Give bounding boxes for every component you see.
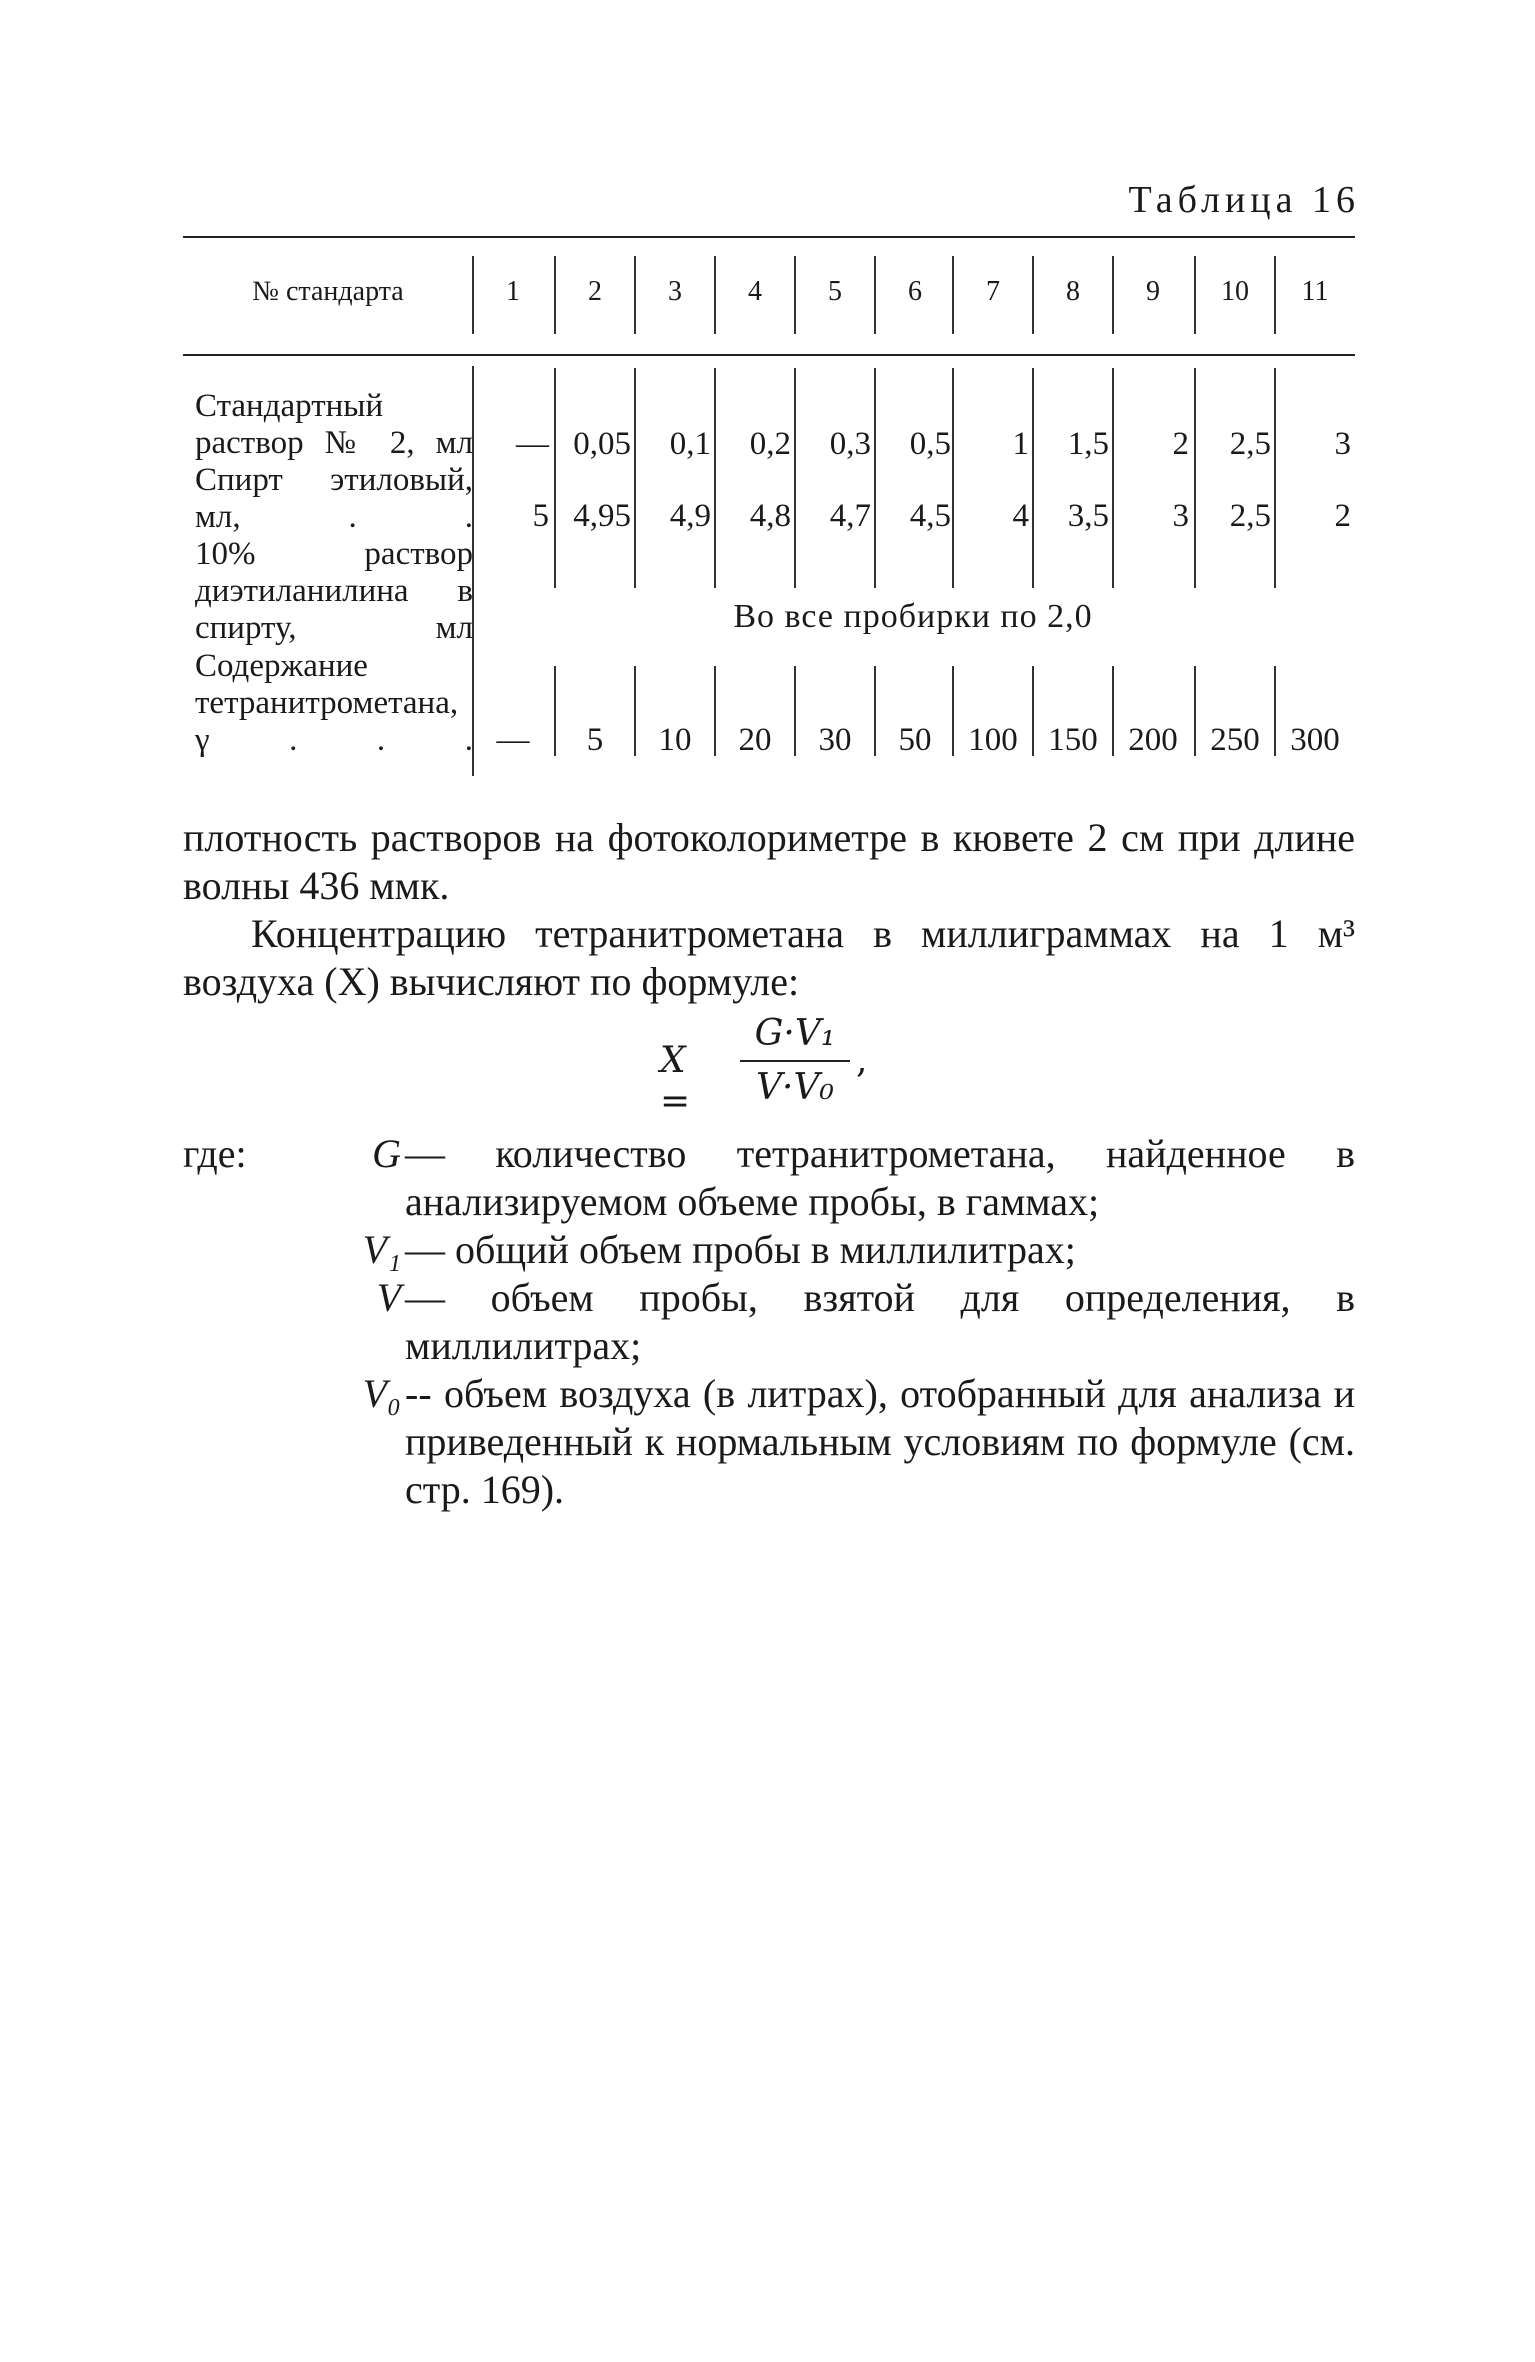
header-column: 2 [588,276,602,307]
header-column: 3 [668,276,682,307]
value-column-divider [952,368,954,588]
legend-item-v [183,1274,1355,1374]
value-column-divider [714,368,716,588]
table-cell: 2,5 [1229,498,1271,534]
header-column: 7 [986,276,1000,307]
header-column: 6 [908,276,922,307]
table-cell: 0,3 [829,426,871,462]
paragraph-concentration: Концентрацию тетранитрометана в миллиграммах на 1 м³ воздуха (X) вычисляют по формуле: [183,911,1355,1004]
header-column: 4 [748,276,762,307]
table-cell: 1,5 [1067,426,1109,462]
legend-symbol: V₁ [362,1227,401,1272]
legend-symbol: V [376,1275,401,1320]
table-cell: 0,05 [573,426,631,462]
header-column-divider [634,256,636,334]
row-label-diethylaniline: 10% раствор диэтиланилина в спирту, мл [195,536,473,646]
header-column: 5 [828,276,842,307]
legend-item-v1 [183,1226,1355,1274]
table-cell: — [496,722,530,758]
value-column-divider [1194,368,1196,588]
legend-definition: — объем пробы, взятой для определения, в миллилитрах; [405,1275,1355,1368]
table-cell: 0,2 [749,426,791,462]
legend-symbol: G [372,1131,401,1176]
header-column-divider [1112,256,1114,334]
table-cell: 20 [738,722,772,758]
header-column-divider [1032,256,1034,334]
table-cell: 2,5 [1229,426,1271,462]
formula-trail: , [856,1040,868,1081]
legend-item-v0 [183,1370,1355,1514]
header-column-divider [1274,256,1276,334]
row-label-standard-solution: Стандартный раствор № 2, мл [195,388,473,461]
formula-fraction [740,1010,850,1112]
value-column-divider [634,368,636,588]
table-cell: 30 [818,722,852,758]
value-column-divider [1032,368,1034,588]
formula-numerator: G·V₁ [754,1013,836,1054]
value-column-divider [874,368,876,588]
table-cell: 10 [658,722,692,758]
table-cell: 4,95 [573,498,631,534]
header-column-divider [714,256,716,334]
formula-denominator: V·V₀ [756,1067,834,1108]
header-column-divider [874,256,876,334]
table-cell: 5 [532,498,549,534]
table-cell: 250 [1210,722,1260,758]
header-column: 11 [1301,276,1329,307]
table-cell: 100 [968,722,1018,758]
table-cell: 50 [898,722,932,758]
legend-definition: — общий объем пробы в миллилитрах; [405,1227,1076,1272]
table-cell: 3 [1172,498,1189,534]
header-column: 10 [1221,276,1249,307]
table-cell: 2 [1334,498,1351,534]
value-column-divider [554,368,556,588]
header-column-divider [952,256,954,334]
table-cell: 4 [1012,498,1029,534]
header-column-divider [794,256,796,334]
table-top-rule [183,236,1355,238]
row-label-ethyl-alcohol: Спирт этиловый, мл, . . [195,462,473,535]
table-cell: 5 [586,722,604,758]
table-cell: 4,7 [829,498,871,534]
header-column: 8 [1066,276,1080,307]
value-column-divider [1112,368,1114,588]
value-column-divider [1274,368,1276,588]
paragraph-density: плотность растворов на фотоколориметре в кювете 2 см при длине волны 436 ммк. [183,815,1355,908]
table-cell: 0,1 [669,426,711,462]
table-header-rule [183,354,1355,356]
legend-item-g [183,1130,1355,1230]
table-cell: 200 [1128,722,1178,758]
table-cell: — [516,426,549,462]
legend-definition: -- объем воздуха (в литрах), отобранный для анализа и приведенный к нормальным условиям по формуле (см. стр. 169). [405,1371,1355,1512]
table-cell: 4,5 [909,498,951,534]
legend-symbol: V₀ [362,1371,401,1416]
legend-definition: — количество тетранитрометана, найденное в анализируемом объеме пробы, в гаммах; [405,1131,1355,1224]
value-column-divider [794,368,796,588]
header-column-divider [1194,256,1196,334]
legend-lead: где: [183,1131,247,1176]
table-cell: 3 [1334,426,1351,462]
header-column: 1 [506,276,520,307]
table-cell: 2 [1172,426,1189,462]
header-standard-number: № стандарта [252,276,404,307]
row-label-tetranitromethane-content: Содержание тетранитрометана, γ . . . [195,648,473,758]
table-cell: 300 [1290,722,1340,758]
formula-lhs: X = [660,1040,691,1122]
table-cell: 4,9 [669,498,711,534]
header-column-divider [554,256,556,334]
table-cell: 3,5 [1067,498,1109,534]
header-column: 9 [1146,276,1160,307]
table-cell: 1 [1012,426,1029,462]
table-cell: 4,8 [749,498,791,534]
table-cell: 150 [1048,722,1098,758]
table-caption: Таблица 16 [1128,179,1360,221]
fraction-bar [740,1060,850,1062]
header-column-divider [472,256,474,334]
table-cell: 0,5 [909,426,951,462]
span-all-tubes: Во все пробирки по 2,0 [733,598,1093,635]
